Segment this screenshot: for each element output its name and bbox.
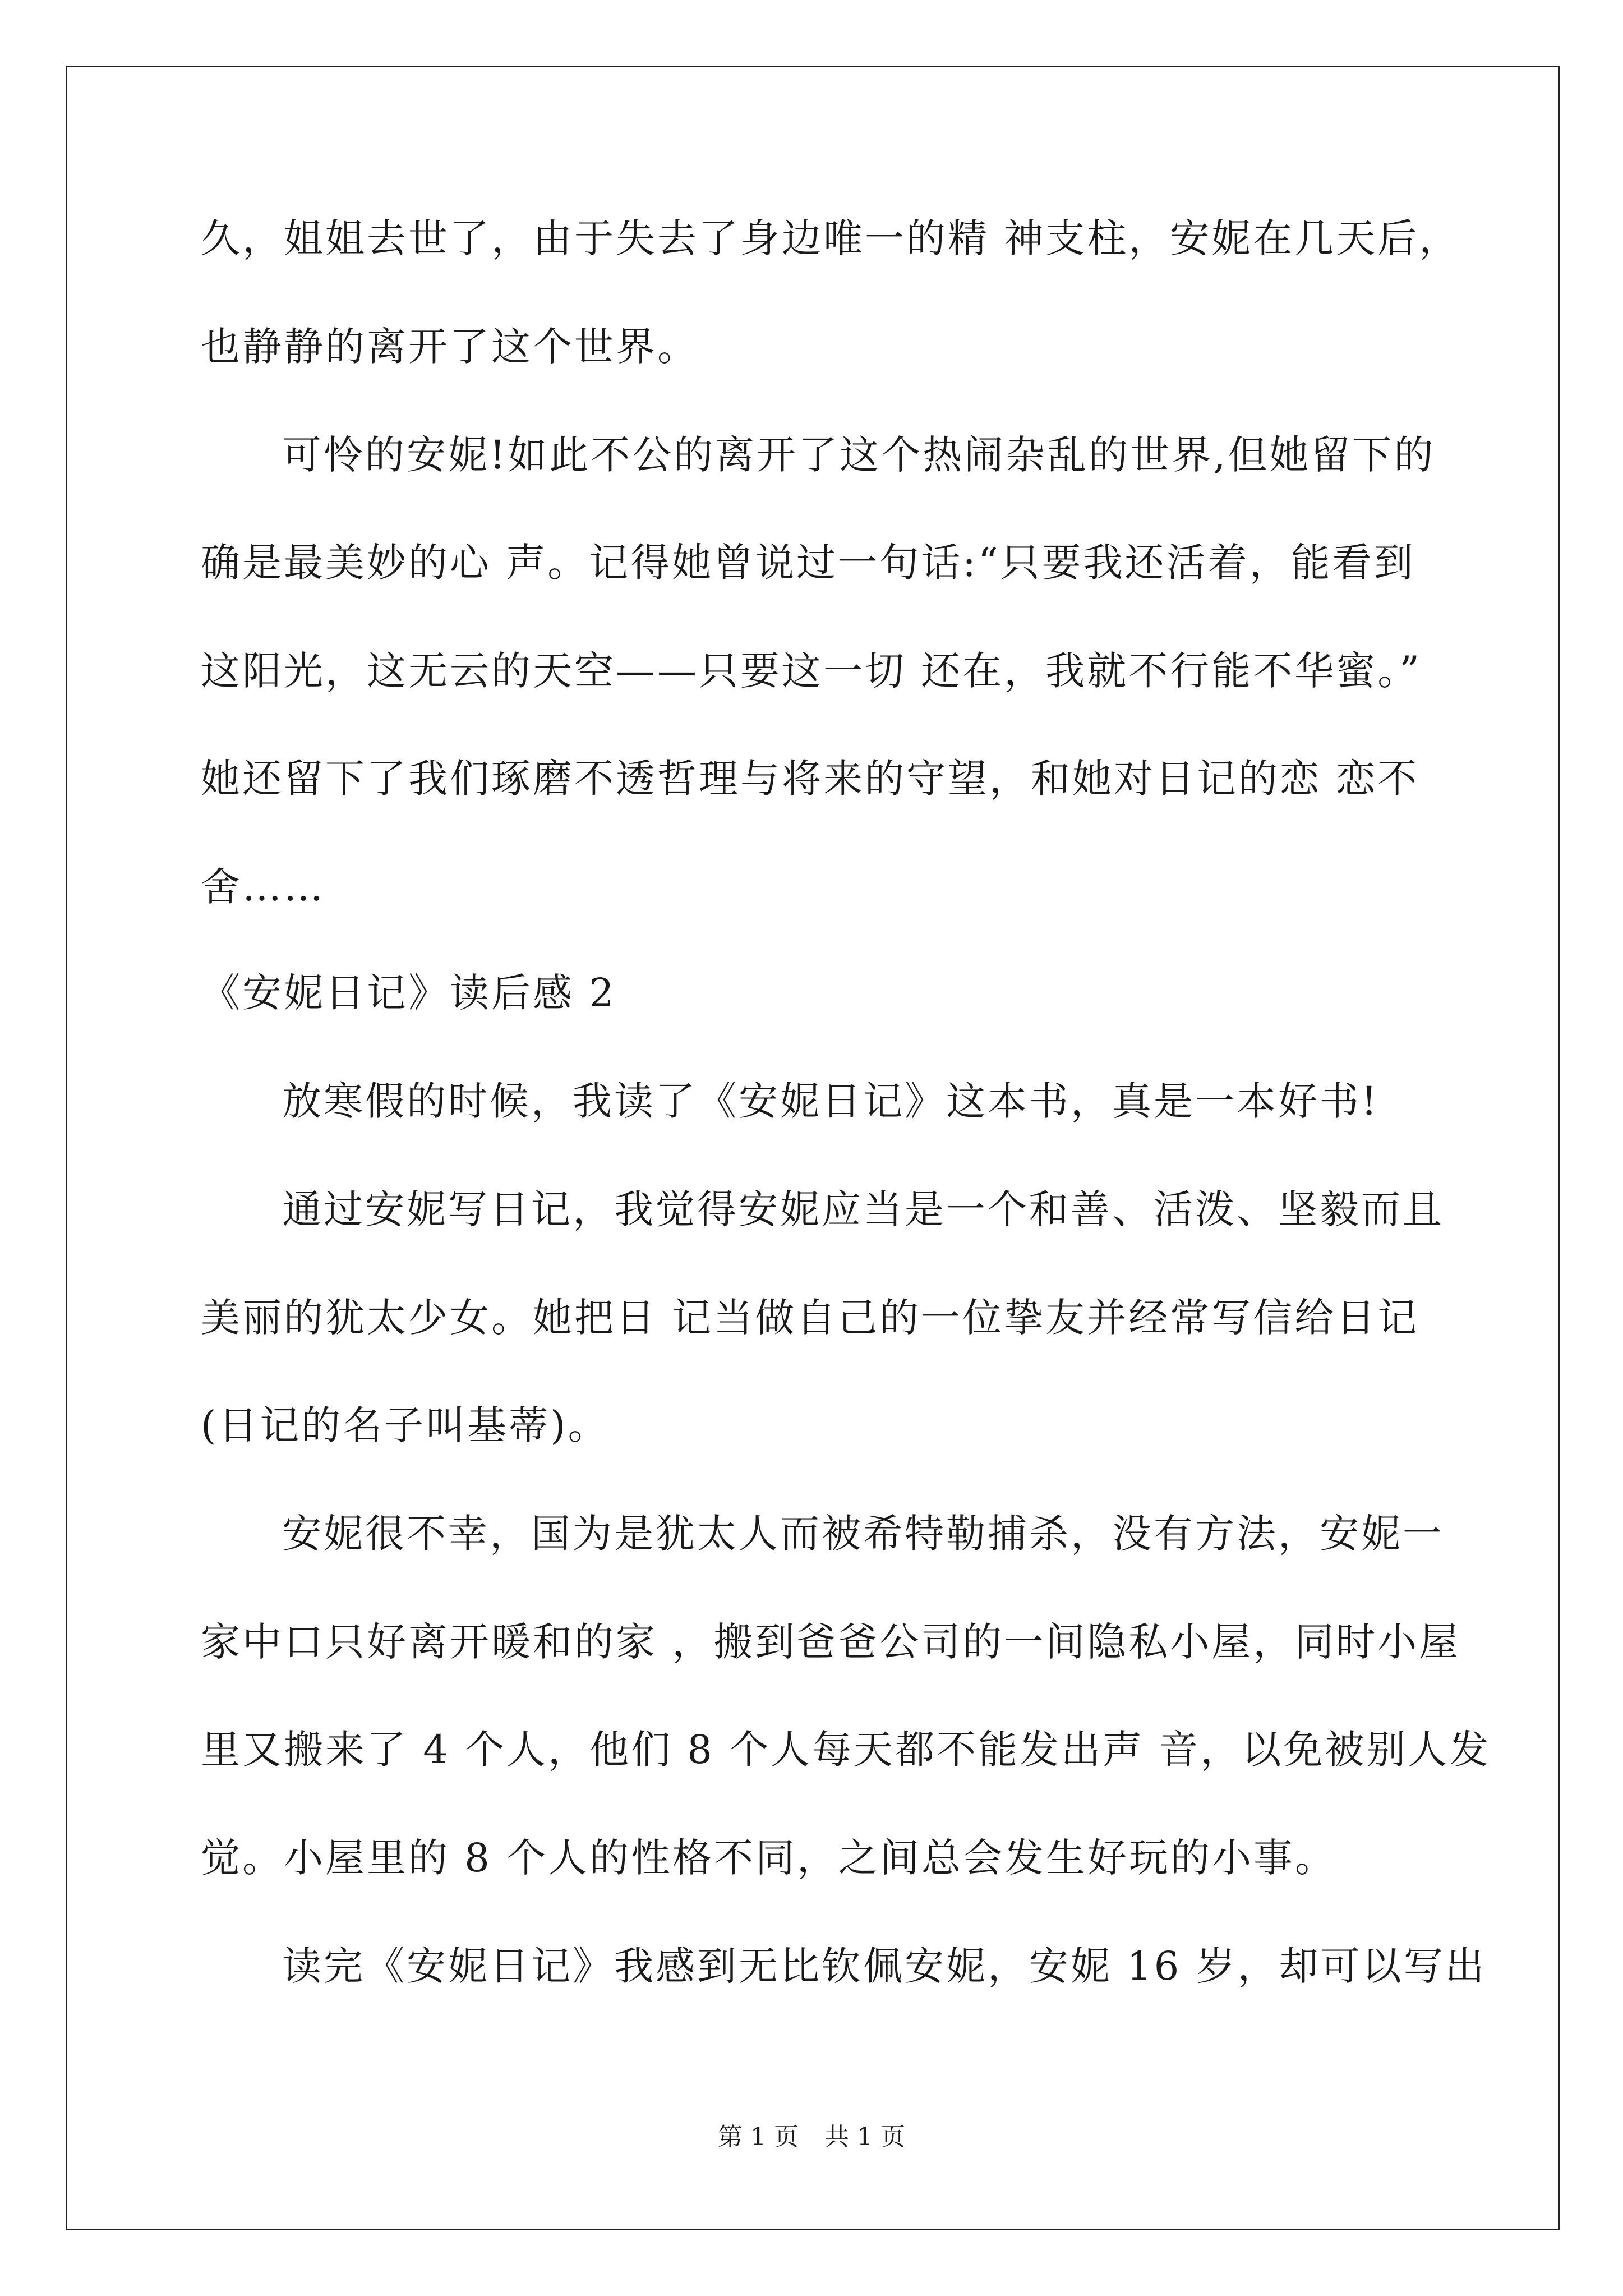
text-line: 家中口只好离开暖和的家 ，搬到爸爸公司的一间隐私小屋，同时小屋 — [201, 1619, 1461, 1665]
text-line: 美丽的犹太少女。她把日 记当做自己的一位挚友并经常写信给日记 — [201, 1295, 1419, 1341]
paragraph-first-line: 读完《安妮日记》我感到无比钦佩安妮，安妮 16 岁，却可以写出 — [282, 1943, 1487, 1989]
section-heading: 《安妮日记》读后感 2 — [201, 970, 616, 1016]
text-line: 她还留下了我们琢磨不透哲理与将来的守望，和她对日记的恋 恋不 — [201, 756, 1419, 802]
text-line: 舍…… — [201, 864, 325, 910]
text-line: 觉。小屋里的 8 个人的性格不同，之间总会发生好玩的小事。 — [201, 1835, 1337, 1881]
page-number: 第 1 页 — [718, 2123, 799, 2151]
text-line: 里又搬来了 4 个人，他们 8 个人每天都不能发出声 音，以免被别人发 — [201, 1727, 1491, 1773]
page-total: 共 1 页 — [824, 2123, 905, 2151]
text-line: 这阳光，这无云的天空——只要这一切 还在，我就不行能不华蜜。” — [201, 648, 1422, 694]
paragraph-first-line: 放寒假的时候，我读了《安妮日记》这本书，真是一本好书! — [282, 1078, 1380, 1124]
page-footer — [0, 2120, 1623, 2154]
page-border — [66, 66, 1560, 2230]
text-line: (日记的名子叫基蒂)。 — [201, 1402, 610, 1448]
text-line: 也静静的离开了这个世界。 — [201, 324, 699, 370]
text-line: 久，姐姐去世了，由于失去了身边唯一的精 神支柱，安妮在几天后， — [201, 215, 1461, 261]
paragraph-first-line: 通过安妮写日记，我觉得安妮应当是一个和善、活泼、坚毅而且 — [282, 1186, 1444, 1232]
text-line: 确是最美妙的心 声。记得她曾说过一句话:“只要我还活着，能看到 — [201, 540, 1415, 586]
paragraph-first-line: 安妮很不幸，国为是犹太人而被希特勒捕杀，没有方法，安妮一 — [282, 1511, 1444, 1557]
paragraph-first-line: 可怜的安妮!如此不公的离开了这个热闹杂乱的世界,但她留下的 — [282, 432, 1436, 478]
